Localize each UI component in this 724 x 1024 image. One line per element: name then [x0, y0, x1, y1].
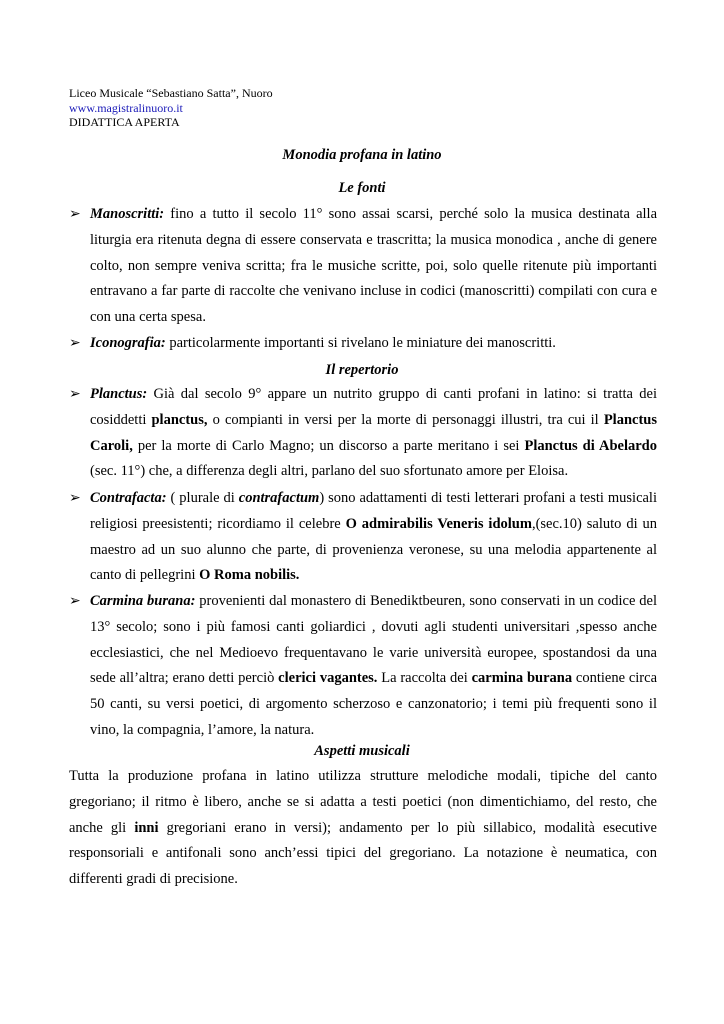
bullet-text: [90, 382, 657, 485]
bold-inni: inni: [134, 819, 159, 836]
bullet-contrafacta: [69, 486, 657, 589]
heading-aspetti-musicali: Aspetti musicali: [314, 743, 410, 759]
heading-il-repertorio: Il repertorio: [325, 362, 399, 378]
bullet-iconografia: [69, 331, 657, 357]
bullet-planctus: [69, 382, 657, 485]
arrow-bullet-icon: ➢: [69, 386, 81, 402]
term-carmina-burana: Carmina burana:: [90, 593, 196, 609]
main-title: Monodia profana in latino: [282, 147, 442, 163]
school-name: Liceo Musicale “Sebastiano Satta”, Nuoro: [69, 86, 273, 100]
section-label: DIDATTICA APERTA: [69, 115, 180, 129]
paragraph-aspetti-musicali: [69, 764, 657, 893]
text-segment: provenienti dal monastero di Benediktbeuren, sono conservati in un codice del 13° secolo; sono i più famosi canti goliardici , dovuti agli studenti universitari ,spesso anche ecclesiastici, che nel Medioevo frequentavano le varie università europee, spostandosi da una sede all’altra; erano detti perciò: [90, 593, 657, 687]
bold-o-admirabilis: O admirabilis Veneris idolum: [345, 515, 532, 532]
bold-clerici-vagantes: clerici vagantes.: [278, 670, 378, 687]
text-segment: per la morte di Carlo Magno; un discorso a parte meritano i sei: [132, 437, 525, 454]
bullet-text: [90, 202, 657, 331]
text-segment: gregoriani erano in versi); andamento per lo più sillabico, modalità esecutive responsoriali e antifonali sono anch’essi tipici del gregoriano. La notazione è neumatica, con differenti gradi di precisione.: [69, 819, 657, 888]
bullet-text: [90, 589, 657, 744]
arrow-bullet-icon: ➢: [69, 335, 81, 351]
bullet-manoscritti: [69, 202, 657, 331]
term-planctus: Planctus:: [90, 386, 148, 402]
bold-o-roma-nobilis: O Roma nobilis.: [199, 567, 300, 584]
text-segment: Tutta la produzione profana in latino utilizza strutture melodiche modali, tipiche del canto gregoriano; il ritmo è libero, anche se si adatta a testi poetici (non dimentichiamo, del resto, che anche gli: [69, 768, 657, 836]
bullet-carmina-burana: [69, 589, 657, 744]
text-segment: La raccolta dei: [377, 670, 472, 687]
heading-le-fonti: Le fonti: [338, 180, 386, 196]
arrow-bullet-icon: ➢: [69, 490, 81, 506]
term-contrafacta: Contrafacta:: [90, 490, 167, 506]
term-iconografia: Iconografia:: [90, 335, 166, 351]
text-segment: ) sono adattamenti di testi letterari profani a testi musicali religiosi preesistenti; ricordiamo il celebre: [90, 490, 657, 532]
text-segment: ( plurale di: [166, 490, 239, 506]
bold-planctus: planctus,: [151, 411, 208, 428]
text-segment: o compianti in versi per la morte di personaggi illustri, tra cui il: [207, 411, 604, 428]
arrow-bullet-icon: ➢: [69, 206, 81, 222]
arrow-bullet-icon: ➢: [69, 593, 81, 609]
bold-planctus-caroli: Planctus Caroli,: [90, 411, 657, 454]
bold-planctus-abelardo: Planctus di Abelardo: [524, 437, 657, 454]
text-segment: (sec. 11°) che, a differenza degli altri, parlano del suo sfortunato amore per Eloisa.: [90, 463, 569, 480]
text-manoscritti: fino a tutto il secolo 11° sono assai scarsi, perché solo la musica destinata alla liturgia era ritenuta degna di essere conservata e trascritta; la musica monodica , anche di genere colto, non sempre veniva scritta; fra le musiche scritte, poi, solo quelle ritenute più importanti entravano a far parte di raccolte che venivano incluse in codici (manoscritti) compilati con cura e con una certa spesa.: [90, 206, 657, 326]
text-segment: contiene circa 50 canti, su versi poetici, di argomento scherzoso e canzonatorio; i temi più frequenti sono il vino, la compagnia, l’amore, la natura.: [90, 670, 658, 738]
italic-contrafactum: contrafactum: [238, 490, 320, 506]
bullet-text: [90, 486, 657, 589]
bullet-text: [90, 331, 657, 357]
website-link[interactable]: www.magistralinuoro.it: [69, 100, 183, 115]
text-segment: ,(sec.10) saluto di un maestro ad un suo alunno che parte, di provenienza veronese, su una melodia appartenente al canto di pellegrini: [90, 515, 657, 584]
bold-carmina-burana: carmina burana: [471, 670, 573, 687]
text-iconografia: particolarmente importanti si rivelano le miniature dei manoscritti.: [165, 335, 556, 351]
text-segment: Già dal secolo 9° appare un nutrito gruppo di canti profani in latino: si tratta dei cosiddetti: [90, 386, 657, 428]
document-header: [69, 86, 273, 130]
term-manoscritti: Manoscritti:: [90, 206, 165, 222]
